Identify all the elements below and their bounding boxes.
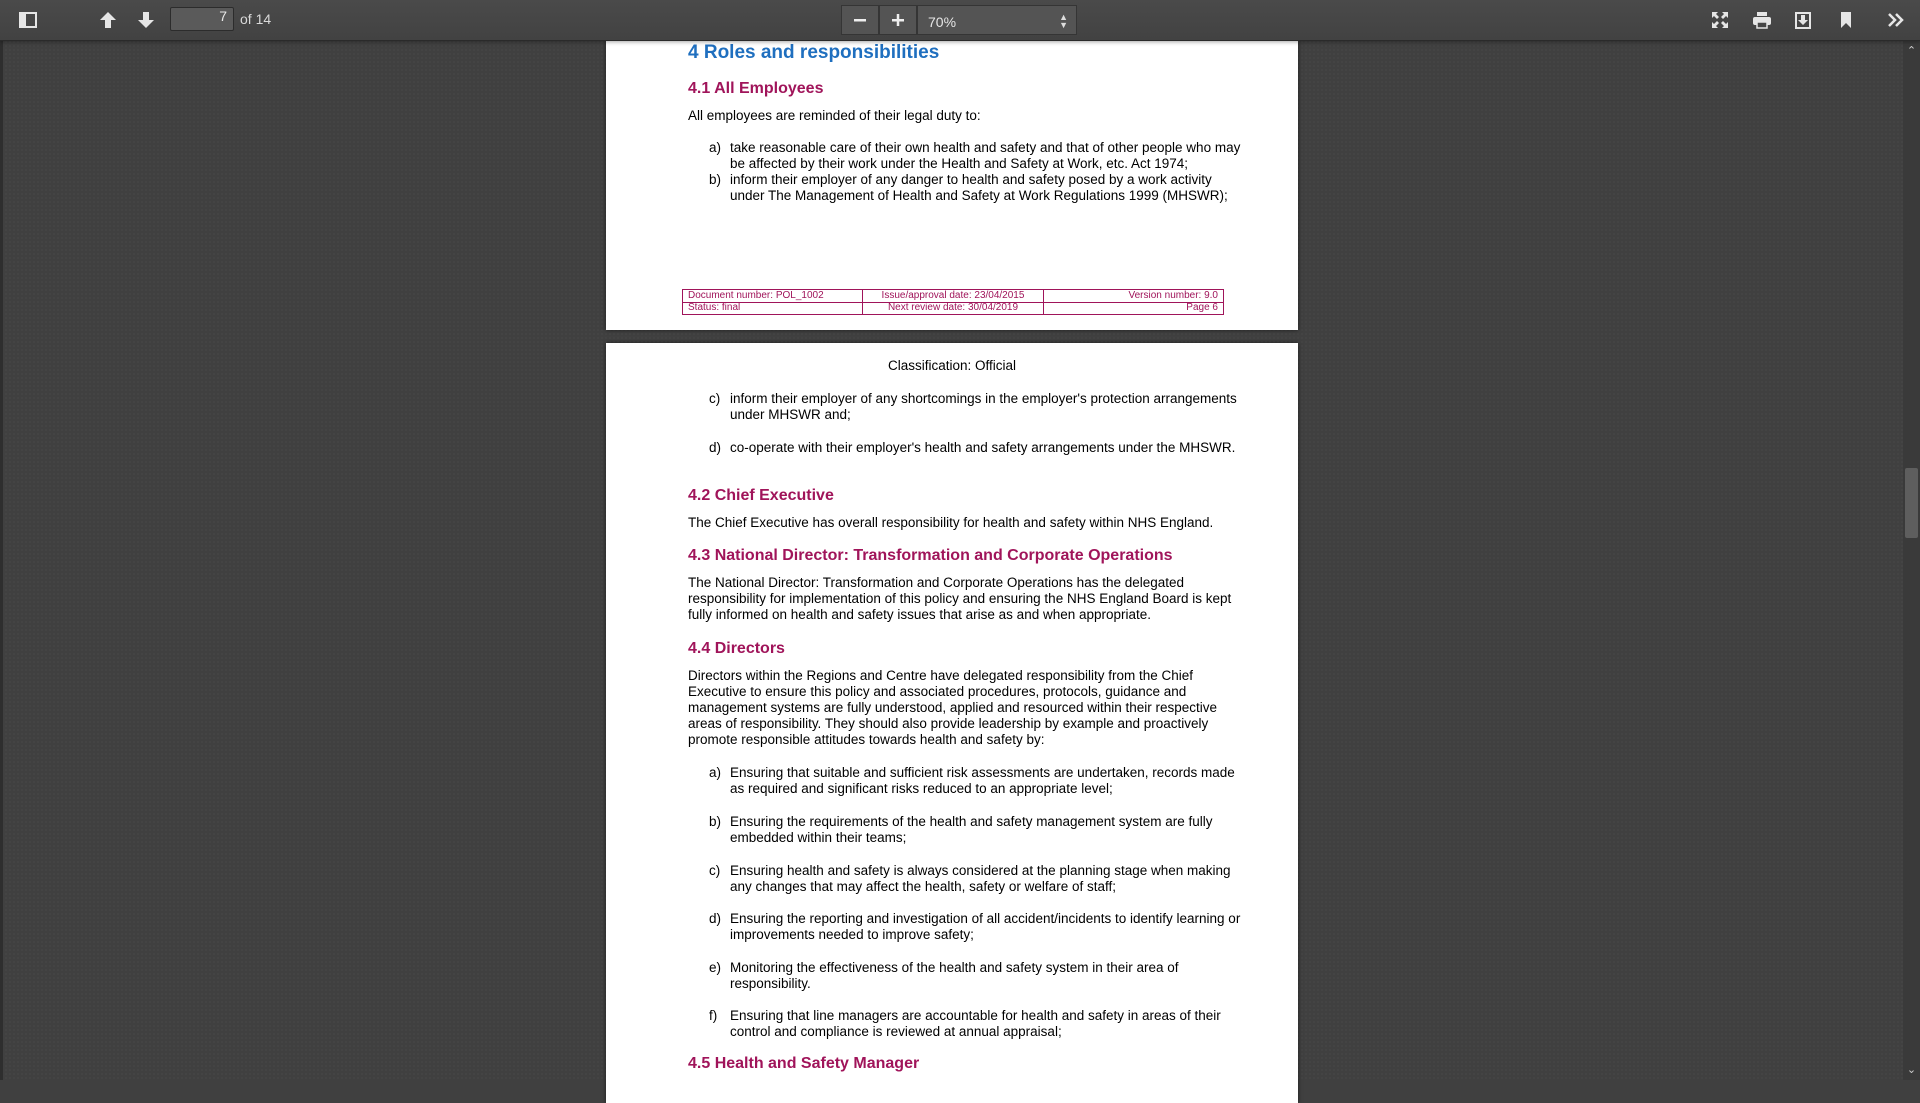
download-icon — [1794, 11, 1812, 29]
print-icon — [1752, 11, 1772, 29]
tools-menu-button[interactable] — [1882, 6, 1910, 34]
zoom-select[interactable]: 70% ▲ ▼ — [917, 5, 1077, 35]
minus-icon — [853, 13, 867, 27]
subheading-4-5: 4.5 Health and Safety Manager — [688, 1055, 920, 1072]
fullscreen-button[interactable] — [1706, 6, 1734, 34]
scrollbar-thumb[interactable] — [1905, 468, 1918, 538]
document-footer-table — [682, 289, 1224, 315]
body-text: The Chief Executive has overall responsibility for health and safety within NHS England. — [688, 515, 1214, 530]
scroll-down-arrow-icon[interactable]: ⌄ — [1906, 1064, 1917, 1076]
arrow-up-icon — [99, 11, 117, 29]
select-arrows-icon: ▲ ▼ — [1059, 12, 1068, 30]
page-number-input[interactable]: 7 — [170, 7, 234, 31]
footer-doc-number: Document number: POL_1002 — [688, 290, 824, 301]
previous-page-button[interactable] — [94, 6, 122, 34]
body-text: All employees are reminded of their legal duty to: — [688, 108, 981, 123]
pdf-toolbar — [0, 0, 1920, 40]
double-chevron-right-icon — [1887, 12, 1905, 28]
print-button[interactable] — [1748, 6, 1776, 34]
pdf-page-6: 4 Roles and responsibilities 4.1 All Employees All employees are reminded of their legal duty to: a) take reasonable care of their own health and safety and that of other people who may be affected by their work under the Health and Safety at Work, etc. Act 1974; b) inform their employer of any danger to health and safety posed by a work activity under The Management of Health and Safety at Work Regulations 1999 (MHSWR); Document number: POL_1002 Status: final Issue/approval date: 23/04/2015 Next review date: 30/04/2019 Version number: 9.0 Page 6 — [606, 40, 1298, 330]
vertical-scrollbar[interactable] — [1903, 40, 1920, 1080]
bookmark-icon — [1839, 11, 1853, 29]
page-count-label: of 14 — [240, 11, 272, 27]
body-text: The National Director: Transformation and Corporate Operations has the delegated responsibility for implementation of this policy and ensuring the NHS England Board is kept fully informed on health and safety issues that arise as and when appropriate. — [688, 575, 1232, 622]
scroll-up-arrow-icon[interactable]: ⌃ — [1906, 45, 1917, 57]
arrow-down-icon — [137, 11, 155, 29]
footer-version: Version number: 9.0 — [1128, 290, 1218, 301]
zoom-in-button[interactable] — [879, 5, 917, 35]
subheading-4-1: 4.1 All Employees — [688, 80, 824, 97]
viewer-left-edge — [0, 40, 3, 1080]
section-heading-4: 4 Roles and responsibilities — [688, 42, 940, 63]
sidebar-toggle-button[interactable] — [14, 6, 42, 34]
footer-status: Status: final — [688, 302, 741, 313]
fullscreen-icon — [1711, 11, 1729, 29]
next-page-button[interactable] — [132, 6, 160, 34]
bookmark-button[interactable] — [1832, 6, 1860, 34]
body-text: Directors within the Regions and Centre have delegated responsibility from the Chief Executive to ensure this policy and associated procedures, protocols, guidance and management systems are fully understood, applied and resourced within their respective areas of responsibility. They should also provide leadership by example and proactively promote responsible attitudes towards health and safety by: — [688, 668, 1218, 747]
footer-page: Page 6 — [1186, 302, 1218, 313]
zoom-controls — [841, 5, 1085, 35]
pdf-page-7: Classification: Official c) inform their employer of any shortcomings in the employer's protection arrangements under MHSWR and; d) co-operate with their employer's health and safety arrangements under the MHSWR. 4.2 Chief Executive The Chief Executive has overall responsibility for health and safety within NHS England. 4.3 National Director: Transformation and Corporate Operations The National Director: Transformation and Corporate Operations has the delegated responsibility for implementation of this policy and ensuring the NHS England Board is kept fully informed on health and safety issues that arise as and when appropriate. 4.4 Directors Directors within the Regions and Centre have delegated responsibility from the Chief Executive to ensure this policy and associated procedures, protocols, guidance and management systems are fully understood, applied and resourced within their respective areas of responsibility. They should also provide leadership by example and proactively promote responsible attitudes towards health and safety by: a) Ensuring that suitable and sufficient risk assessments are undertaken, records made as required and significant risks reduced to an appropriate level; b) Ensuring the requirements of the health and safety management system are fully embedded within their teams; c) Ensuring health and safety is always considered at the planning stage when making any changes that may affect the health, safety or welfare of staff; d) Ensuring the reporting and investigation of all accident/incidents to identify learning or improvements needed to improve safety; e) Monitoring the effectiveness of the health and safety system in their area of responsibility. f) Ensuring that line managers are accountable for health and safety in areas of their control and compliance is reviewed at annual appraisal; 4.5 Health and Safety Manager — [606, 343, 1298, 1103]
footer-next-review: Next review date: 30/04/2019 — [887, 302, 1019, 313]
subheading-4-4: 4.4 Directors — [688, 640, 785, 657]
download-button[interactable] — [1789, 6, 1817, 34]
sidebar-toggle-icon — [19, 12, 37, 28]
plus-icon — [891, 13, 905, 27]
footer-issue-date: Issue/approval date: 23/04/2015 — [881, 290, 1025, 301]
subheading-4-3: 4.3 National Director: Transformation and Corporate Operations — [688, 547, 1173, 564]
zoom-out-button[interactable] — [841, 5, 879, 35]
subheading-4-2: 4.2 Chief Executive — [688, 487, 834, 504]
classification-label: Classification: Official — [887, 358, 1017, 373]
